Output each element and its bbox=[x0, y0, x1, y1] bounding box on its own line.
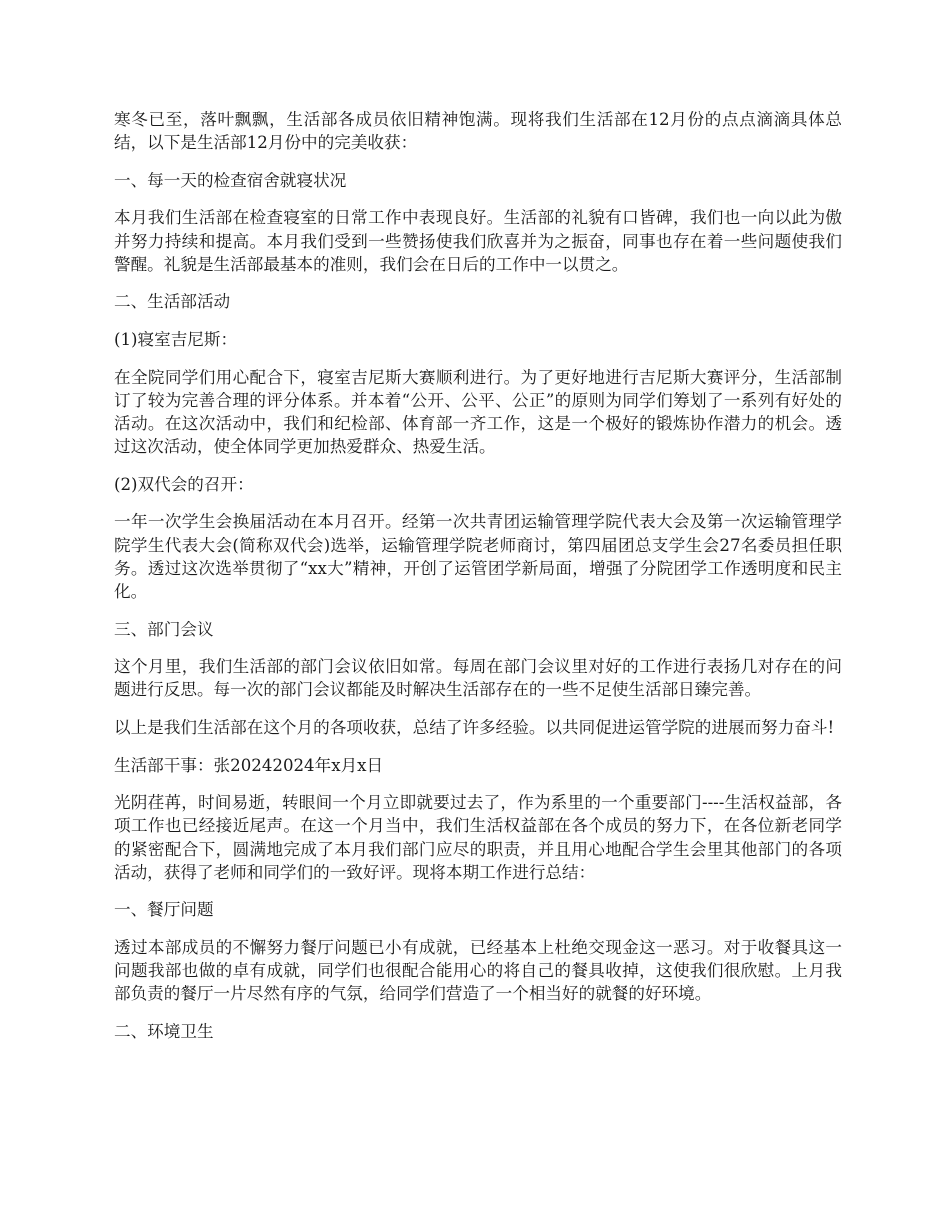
section-heading-canteen: 一、餐厅问题 bbox=[114, 900, 214, 920]
section-heading-activities: 二、生活部活动 bbox=[114, 292, 231, 312]
subheading-dorm-guinness: (1)寝室吉尼斯： bbox=[114, 329, 238, 349]
section-heading-dept-meeting: 三、部门会议 bbox=[114, 619, 214, 639]
dorm-guinness-paragraph: 在全院同学们用心配合下，寝室吉尼斯大赛顺利进行。为了更好地进行吉尼斯大赛评分，生活部制订了较为完善合理的评分体系。并本着“公开、公平、公正”的原则为同学们筹划了一系列有好处的活动。在这次活动中，我们和纪检部、体育部一齐工作，这是一个极好的锻炼协作潜力的机会。透过这次活动，使全体同学更加热爱群众、热爱生活。 bbox=[114, 367, 842, 457]
canteen-paragraph: 透过本部成员的不懈努力餐厅问题已小有成就，已经基本上杜绝交现金这一恶习。对于收餐具这一问题我部也做的卓有成就，同学们也很配合能用心的将自己的餐具收掉，这使我们很欣慰。上月我部负责的餐厅一片尽然有序的气氛，给同学们营造了一个相当好的就餐的好环境。 bbox=[114, 937, 842, 1004]
section-heading-environment: 二、环境卫生 bbox=[114, 1021, 214, 1041]
section-heading-dorm-inspection: 一、每一天的检查宿舍就寝状况 bbox=[114, 170, 347, 190]
dorm-inspection-paragraph: 本月我们生活部在检查寝室的日常工作中表现良好。生活部的礼貌有口皆碑，我们也一向以此为傲并努力持续和提高。本月我们受到一些赞扬使我们欣喜并为之振奋，同事也存在着一些问题使我们警醒。礼貌是生活部最基本的准则，我们会在日后的工作中一以贯之。 bbox=[114, 208, 842, 274]
document-page bbox=[114, 108, 842, 1058]
summary-paragraph: 以上是我们生活部在这个月的各项收获，总结了许多经验。以共同促进运管学院的进展而努力奋斗! bbox=[114, 717, 835, 737]
second-report-intro-paragraph: 光阴荏苒，时间易逝，转眼间一个月立即就要过去了，作为系里的一个重要部门----生活权益部，各项工作也已经接近尾声。在这一个月当中，我们生活权益部在各个成员的努力下，在各位新老同学的紧密配合下，圆满地完成了本月我们部门应尽的职责，并且用心地配合学生会里其他部门的各项活动，获得了老师和同学们的一致好评。现将本期工作进行总结： bbox=[114, 793, 842, 882]
signature-line: 生活部干事：张20242024年x月x日 bbox=[114, 755, 384, 775]
subheading-dual-congress: (2)双代会的召开： bbox=[114, 474, 254, 494]
intro-paragraph: 寒冬已至，落叶飘飘，生活部各成员依旧精神饱满。现将我们生活部在12月份的点点滴滴具体总结，以下是生活部12月份中的完美收获： bbox=[114, 110, 842, 153]
dual-congress-paragraph: 一年一次学生会换届活动在本月召开。经第一次共青团运输管理学院代表大会及第一次运输管理学院学生代表大会(简称双代会)选举，运输管理学院老师商讨，第四届团总支学生会27名委员担任职务。透过这次选举贯彻了“xx大”精神，开创了运管团学新局面，增强了分院团学工作透明度和民主化。 bbox=[114, 512, 842, 601]
dept-meeting-paragraph: 这个月里，我们生活部的部门会议依旧如常。每周在部门会议里对好的工作进行表扬几对存在的问题进行反思。每一次的部门会议都能及时解决生活部存在的一些不足使生活部日臻完善。 bbox=[114, 657, 842, 700]
